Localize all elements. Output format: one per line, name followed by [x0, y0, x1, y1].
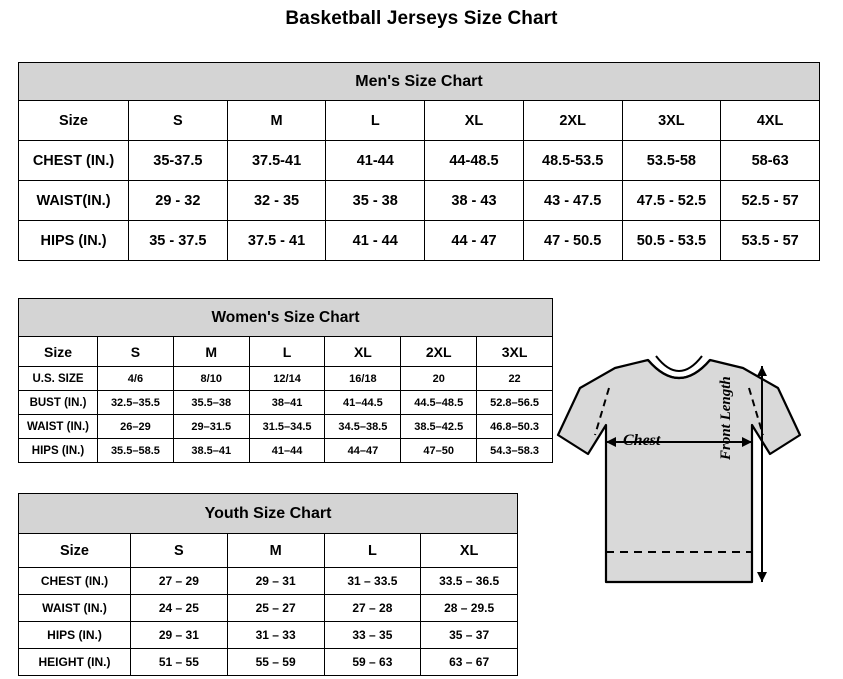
- youth-cell: 31 – 33.5: [324, 568, 421, 595]
- table-row: [19, 367, 553, 391]
- mens-cell: 38 - 43: [425, 181, 524, 221]
- youth-cell: 59 – 63: [324, 649, 421, 676]
- womens-cell: 38.5–41: [173, 439, 249, 463]
- page-title: Basketball Jerseys Size Chart: [285, 8, 558, 29]
- womens-cell: 4/6: [98, 367, 174, 391]
- womens-cell: 35.5–58.5: [98, 439, 174, 463]
- mens-cell: 41 - 44: [326, 221, 425, 261]
- jersey-shirt-illustration: [540, 330, 835, 660]
- youth-header-row: [19, 534, 518, 568]
- womens-cell: 20: [401, 367, 477, 391]
- womens-cell: 44–47: [325, 439, 401, 463]
- mens-column-header: M: [227, 101, 326, 141]
- chest-label: Chest: [623, 432, 661, 449]
- mens-column-header: L: [326, 101, 425, 141]
- youth-column-header: M: [227, 534, 324, 568]
- womens-cell: 44.5–48.5: [401, 391, 477, 415]
- table-row: [19, 141, 820, 181]
- youth-cell: 63 – 67: [421, 649, 518, 676]
- womens-cell: 41–44: [249, 439, 325, 463]
- womens-cell: 54.3–58.3: [477, 439, 553, 463]
- youth-cell: 51 – 55: [131, 649, 228, 676]
- mens-cell: 41-44: [326, 141, 425, 181]
- mens-cell: 44-48.5: [425, 141, 524, 181]
- womens-title-row: [19, 299, 553, 337]
- youth-cell: 29 – 31: [131, 622, 228, 649]
- youth-cell: 27 – 29: [131, 568, 228, 595]
- youth-cell: 35 – 37: [421, 622, 518, 649]
- womens-row-label: BUST (IN.): [19, 391, 98, 415]
- youth-column-header: S: [131, 534, 228, 568]
- mens-column-header: 3XL: [622, 101, 721, 141]
- youth-cell: 29 – 31: [227, 568, 324, 595]
- youth-cell: 25 – 27: [227, 595, 324, 622]
- womens-cell: 38–41: [249, 391, 325, 415]
- womens-cell: 26–29: [98, 415, 174, 439]
- mens-cell: 37.5 - 41: [227, 221, 326, 261]
- mens-cell: 50.5 - 53.5: [622, 221, 721, 261]
- mens-row-label: WAIST(IN.): [19, 181, 129, 221]
- table-row: [19, 415, 553, 439]
- mens-cell: 37.5-41: [227, 141, 326, 181]
- mens-column-header: 4XL: [721, 101, 820, 141]
- womens-cell: 52.8–56.5: [477, 391, 553, 415]
- womens-column-header: M: [173, 337, 249, 367]
- womens-column-header: 2XL: [401, 337, 477, 367]
- womens-column-header: XL: [325, 337, 401, 367]
- youth-row-label: CHEST (IN.): [19, 568, 131, 595]
- mens-cell: 32 - 35: [227, 181, 326, 221]
- mens-row-label: HIPS (IN.): [19, 221, 129, 261]
- mens-column-header: XL: [425, 101, 524, 141]
- womens-size-chart-table: [18, 298, 553, 463]
- womens-cell: 16/18: [325, 367, 401, 391]
- womens-row-label: WAIST (IN.): [19, 415, 98, 439]
- table-row: [19, 622, 518, 649]
- front-length-label: Front Length: [718, 376, 734, 460]
- mens-cell: 47 - 50.5: [523, 221, 622, 261]
- womens-cell: 34.5–38.5: [325, 415, 401, 439]
- womens-column-header: Size: [19, 337, 98, 367]
- womens-cell: 29–31.5: [173, 415, 249, 439]
- mens-title-row: [19, 63, 820, 101]
- mens-column-header: Size: [19, 101, 129, 141]
- mens-cell: 48.5-53.5: [523, 141, 622, 181]
- mens-column-header: 2XL: [523, 101, 622, 141]
- womens-chart-title: Women's Size Chart: [19, 299, 553, 337]
- womens-row-label: U.S. SIZE: [19, 367, 98, 391]
- table-row: [19, 595, 518, 622]
- mens-cell: 47.5 - 52.5: [622, 181, 721, 221]
- mens-row-label: CHEST (IN.): [19, 141, 129, 181]
- womens-column-header: 3XL: [477, 337, 553, 367]
- youth-row-label: HEIGHT (IN.): [19, 649, 131, 676]
- youth-cell: 33 – 35: [324, 622, 421, 649]
- youth-cell: 28 – 29.5: [421, 595, 518, 622]
- mens-cell: 52.5 - 57: [721, 181, 820, 221]
- mens-cell: 35-37.5: [129, 141, 228, 181]
- womens-column-header: S: [98, 337, 174, 367]
- mens-size-chart-table: [18, 62, 820, 261]
- mens-table-body: [19, 63, 820, 261]
- womens-cell: 22: [477, 367, 553, 391]
- womens-cell: 8/10: [173, 367, 249, 391]
- youth-table-body: [19, 494, 518, 676]
- womens-cell: 47–50: [401, 439, 477, 463]
- table-row: [19, 181, 820, 221]
- womens-header-row: [19, 337, 553, 367]
- table-row: [19, 439, 553, 463]
- youth-cell: 55 – 59: [227, 649, 324, 676]
- womens-column-header: L: [249, 337, 325, 367]
- youth-size-chart-table: [18, 493, 518, 676]
- youth-row-label: WAIST (IN.): [19, 595, 131, 622]
- mens-chart-title: Men's Size Chart: [19, 63, 820, 101]
- mens-cell: 35 - 38: [326, 181, 425, 221]
- womens-cell: 12/14: [249, 367, 325, 391]
- youth-column-header: L: [324, 534, 421, 568]
- womens-cell: 38.5–42.5: [401, 415, 477, 439]
- youth-cell: 31 – 33: [227, 622, 324, 649]
- womens-cell: 31.5–34.5: [249, 415, 325, 439]
- womens-cell: 41–44.5: [325, 391, 401, 415]
- mens-header-row: [19, 101, 820, 141]
- mens-cell: 43 - 47.5: [523, 181, 622, 221]
- womens-row-label: HIPS (IN.): [19, 439, 98, 463]
- table-row: [19, 649, 518, 676]
- youth-row-label: HIPS (IN.): [19, 622, 131, 649]
- youth-column-header: Size: [19, 534, 131, 568]
- table-row: [19, 568, 518, 595]
- mens-cell: 35 - 37.5: [129, 221, 228, 261]
- youth-cell: 27 – 28: [324, 595, 421, 622]
- mens-cell: 58-63: [721, 141, 820, 181]
- youth-title-row: [19, 494, 518, 534]
- mens-cell: 29 - 32: [129, 181, 228, 221]
- youth-cell: 24 – 25: [131, 595, 228, 622]
- mens-column-header: S: [129, 101, 228, 141]
- womens-cell: 32.5–35.5: [98, 391, 174, 415]
- youth-cell: 33.5 – 36.5: [421, 568, 518, 595]
- youth-column-header: XL: [421, 534, 518, 568]
- youth-chart-title: Youth Size Chart: [19, 494, 518, 534]
- jersey-measurement-diagram: [540, 330, 835, 660]
- womens-cell: 35.5–38: [173, 391, 249, 415]
- womens-table-body: [19, 299, 553, 463]
- mens-cell: 44 - 47: [425, 221, 524, 261]
- table-row: [19, 221, 820, 261]
- table-row: [19, 391, 553, 415]
- womens-cell: 46.8–50.3: [477, 415, 553, 439]
- mens-cell: 53.5-58: [622, 141, 721, 181]
- mens-cell: 53.5 - 57: [721, 221, 820, 261]
